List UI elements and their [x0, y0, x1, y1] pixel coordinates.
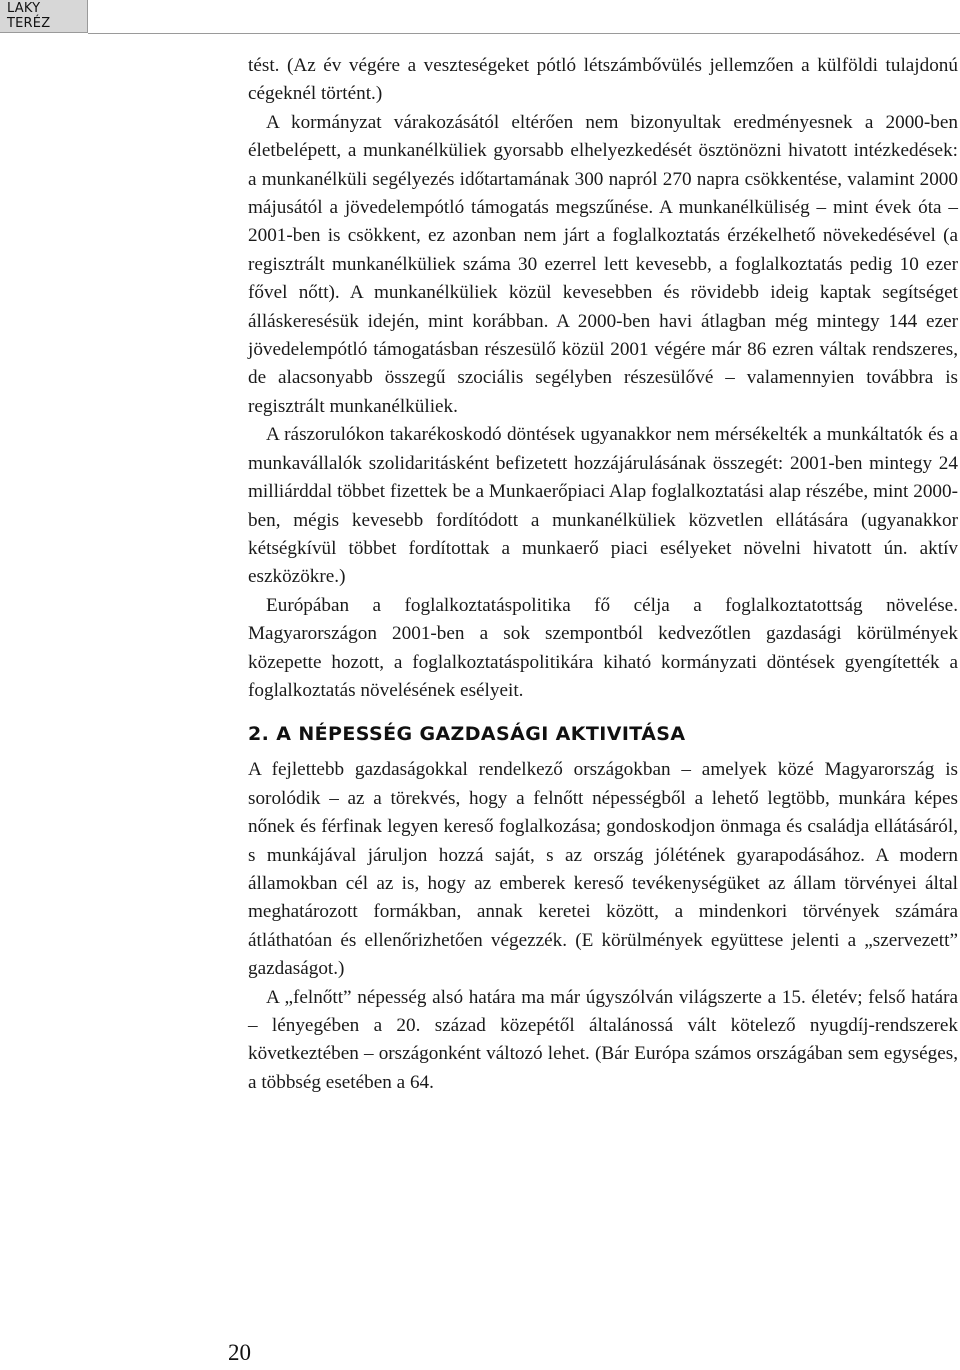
header-rule: [88, 33, 960, 34]
section-paragraph-adult-population: A „felnőtt” népesség alsó határa ma már úgyszólván világszerte a 15. életév; felső határa – lényegében a 20. század közepétől általánossá vált kötelező nyugdíj-rendszerek következtében – országonként változó lehet. (Bár Európa számos országában sem egységes, a többség esetében a 64.: [248, 986, 958, 1093]
page-number: 20: [228, 1340, 251, 1365]
page-body: [248, 52, 958, 1097]
running-header-author: LAKY TERÉZ: [0, 0, 88, 33]
paragraph-europe-employment: Európában a foglalkoztatáspolitika fő célja a foglalkoztatottság növelése. Magyarországon 2001-ben a sok szempontból kedvezőtlen gazdasági körülmények közepette hozott, a foglalkoztatáspolitikára kiható kormányzati döntések gyengítették a foglalkoztatás növelésének esélyeit.: [248, 594, 958, 701]
section-paragraph-developed-economies: A fejlettebb gazdaságokkal rendelkező országokban – amelyek közé Magyarország is sorolódik – az a törekvés, hogy a felnőtt népességből a lehető legtöbb, munkára képes nőnek és férfinak legyen kereső foglalkozása; gondoskodjon önmaga és családja ellátásáról, s munkájával járuljon hozzá saját, s az ország jólétének gyarapodásához. A modern államokban cél az is, hogy az emberek kereső tevékenységüket az állam törvényei által meghatározott formákban, annak keretei között, a mindenkori törvények számára átláthatóan és ellenőrizhetően végezzék. (E körülmények együttese jelenti a „szervezett” gazdaságot.): [248, 759, 958, 980]
paragraph-continued: tést. (Az év végére a veszteségeket pótló létszámbővülés jellemzően a külföldi tulajdonú cégeknél történt.): [248, 55, 958, 105]
paragraph-government-measures: A kormányzat várakozásától eltérően nem bizonyultak eredményesnek a 2000-ben életbelépett, a munkanélküliek gyorsabb elhelyezkedését ösztönözni hivatott intézkedések: a munkanélküli segélyezés időtartamának 300 napról 270 napra csökkentése, valamint 2000 májusától a jövedelempótló támogatás megszűnése. A munkanélküliség – mint évek óta – 2001-ben is csökkent, ez azonban nem járt a foglalkoztatás érzékelhető növekedésével (a regisztrált munkanélküliek száma 30 ezerrel lett kevesebb, a foglalkoztatás pedig 10 ezer fővel nőtt). A munkanélküliek közül kevesebben és rövidebb ideig kaptak segítséget álláskeresésük idején, mint korábban. A 2000-ben havi átlagban még mintegy 144 ezer jövedelempótló támogatásban részesülő közül 2001 végére már 86 ezren váltak rendszeres, de alacsonyabb összegű szociális segélyben részesülővé – valamennyien továbbra is regisztrált munkanélküliek.: [248, 111, 958, 417]
section-heading: 2. A NÉPESSÉG GAZDASÁGI AKTIVITÁSA: [248, 723, 686, 746]
paragraph-contributions: A rászorulókon takarékoskodó döntések ugyanakkor nem mérsékelték a munkáltatók és a munkavállalók szolidaritásként befizetett hozzájárulásának összegét: 2001-ben mintegy 24 milliárddal többet fizettek be a Munkaerőpiaci Alap foglalkoztatási alap részébe, mint 2000-ben, mégis kevesebb fordítódott a munkanélküliek közvetlen ellátására (ugyanakkor kétségkívül többet fordítottak a munkaerő piaci esélyeket növelni hivatott ún. aktív eszközökre.): [248, 424, 958, 588]
